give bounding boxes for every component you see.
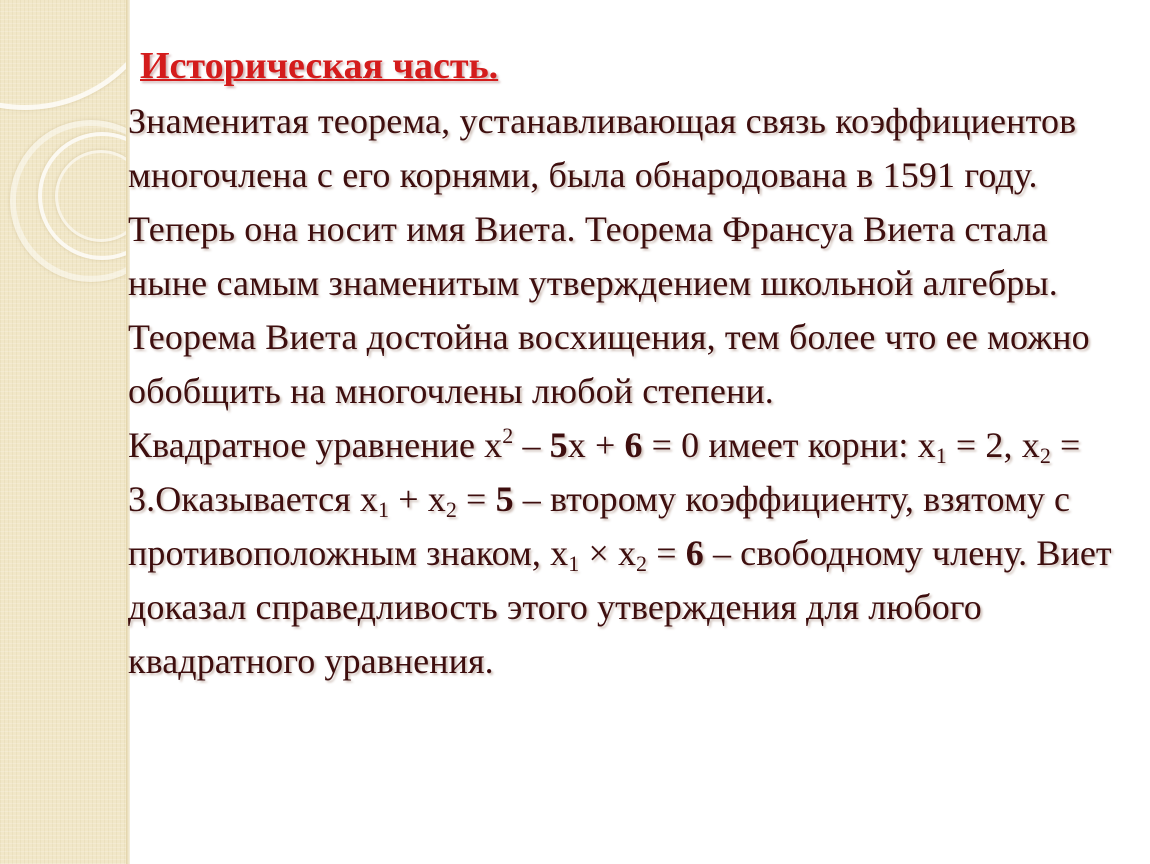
root-1-value: = 2, х [946,425,1040,465]
slide-content [128,38,1128,688]
x-plus: х + [567,425,625,465]
product-equals: = [647,533,686,573]
example-paragraph [128,418,1128,688]
history-paragraph: Знаменитая теорема, устанавливающая связь коэффициентов многочлена с его корнями, была обнародована в 1591 году. Теперь она носит имя Виета. Теорема Франсуа Виета стала ныне самым знаменитым утверждением школьной алгебры. Теорема Виета достойна восхищения, тем более что ее можно обобщить на многочлены любой степени. [128,101,1090,411]
minus-sign: – [513,425,550,465]
sum-equals: = [456,479,496,519]
product-times: × х [579,533,637,573]
slide-title: Историческая часть. [140,45,499,87]
sum-value: 5 [495,479,514,519]
conclusion-text: – свободному члену. Виет доказал справедливость этого утверждения для любого квадратного уравнения. [128,533,1112,681]
product-index-1: 1 [568,551,580,576]
root-2-value: = 3.Оказывается х [128,425,1081,519]
decorative-ring-large [0,0,126,110]
root-index-2: 2 [1039,443,1051,468]
sum-index-1: 1 [378,497,390,522]
sum-plus: + х [389,479,446,519]
root-index-1: 1 [935,443,947,468]
second-coefficient-text: – второму коэффициенту, взятому с противоположным знаком, х [128,479,1071,573]
decorative-sidebar [0,0,126,864]
exponent: 2 [502,423,514,448]
equation-lead: Квадратное уравнение х [128,425,503,465]
coefficient-b: 5 [549,425,568,465]
has-roots-text: = 0 имеет корни: х [642,425,936,465]
coefficient-c: 6 [624,425,643,465]
sum-index-2: 2 [445,497,457,522]
product-value: 6 [685,533,704,573]
product-index-2: 2 [636,551,648,576]
